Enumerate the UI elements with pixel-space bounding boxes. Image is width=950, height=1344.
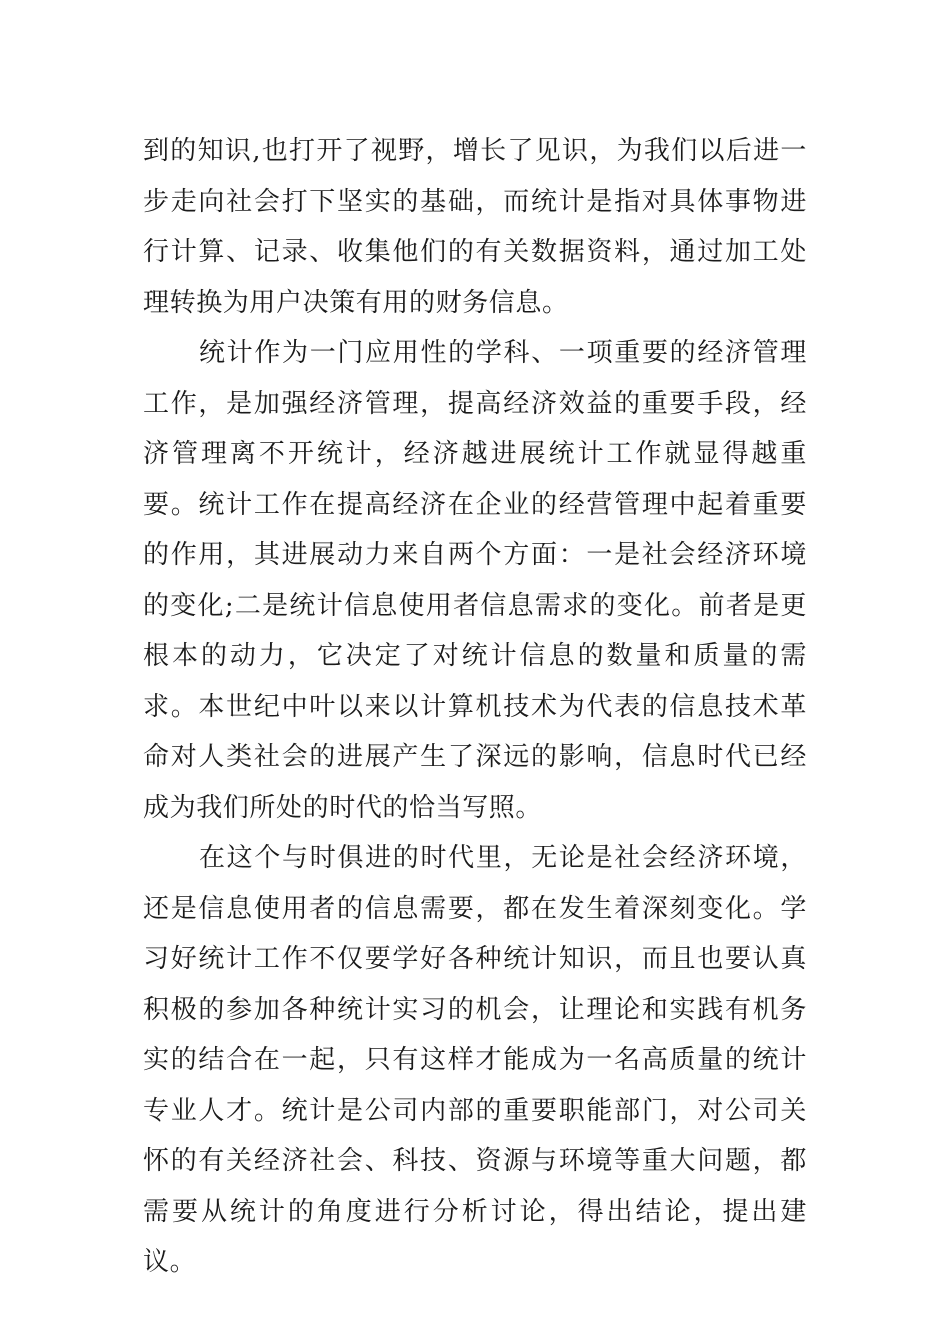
paragraph-modern-era: 在这个与时俱进的时代里，无论是社会经济环境，还是信息使用者的信息需要，都在发生着深刻变化。学习好统计工作不仅要学好各种统计知识，而且也要认真积极的参加各种统计实习的机会，让理论和实践有机务实的结合在一起，只有这样才能成为一名高质量的统计专业人才。统计是公司内部的重要职能部门，对公司关怀的有关经济社会、科技、资源与环境等重大问题，都需要从统计的角度进行分析讨论，得出结论，提出建议。 <box>143 843 807 1277</box>
paragraph-statistics-role: 统计作为一门应用性的学科、一项重要的经济管理工作，是加强经济管理，提高经济效益的重要手段，经济管理离不开统计，经济越进展统计工作就显得越重要。统计工作在提高经济在企业的经营管理中起着重要的作用，其进展动力来自两个方面：一是社会经济环境的变化;二是统计信息使用者信息需求的变化。前者是更根本的动力，它决定了对统计信息的数量和质量的需求。本世纪中叶以来以计算机技术为代表的信息技术革命对人类社会的进展产生了深远的影响，信息时代已经成为我们所处的时代的恰当写照。 <box>143 338 807 823</box>
paragraph-continued: 到的知识,也打开了视野，增长了见识，为我们以后进一步走向社会打下坚实的基础，而统计是指对具体事物进行计算、记录、收集他们的有关数据资料，通过加工处理转换为用户决策有用的财务信息。 <box>143 136 807 318</box>
document-body <box>143 126 807 1288</box>
